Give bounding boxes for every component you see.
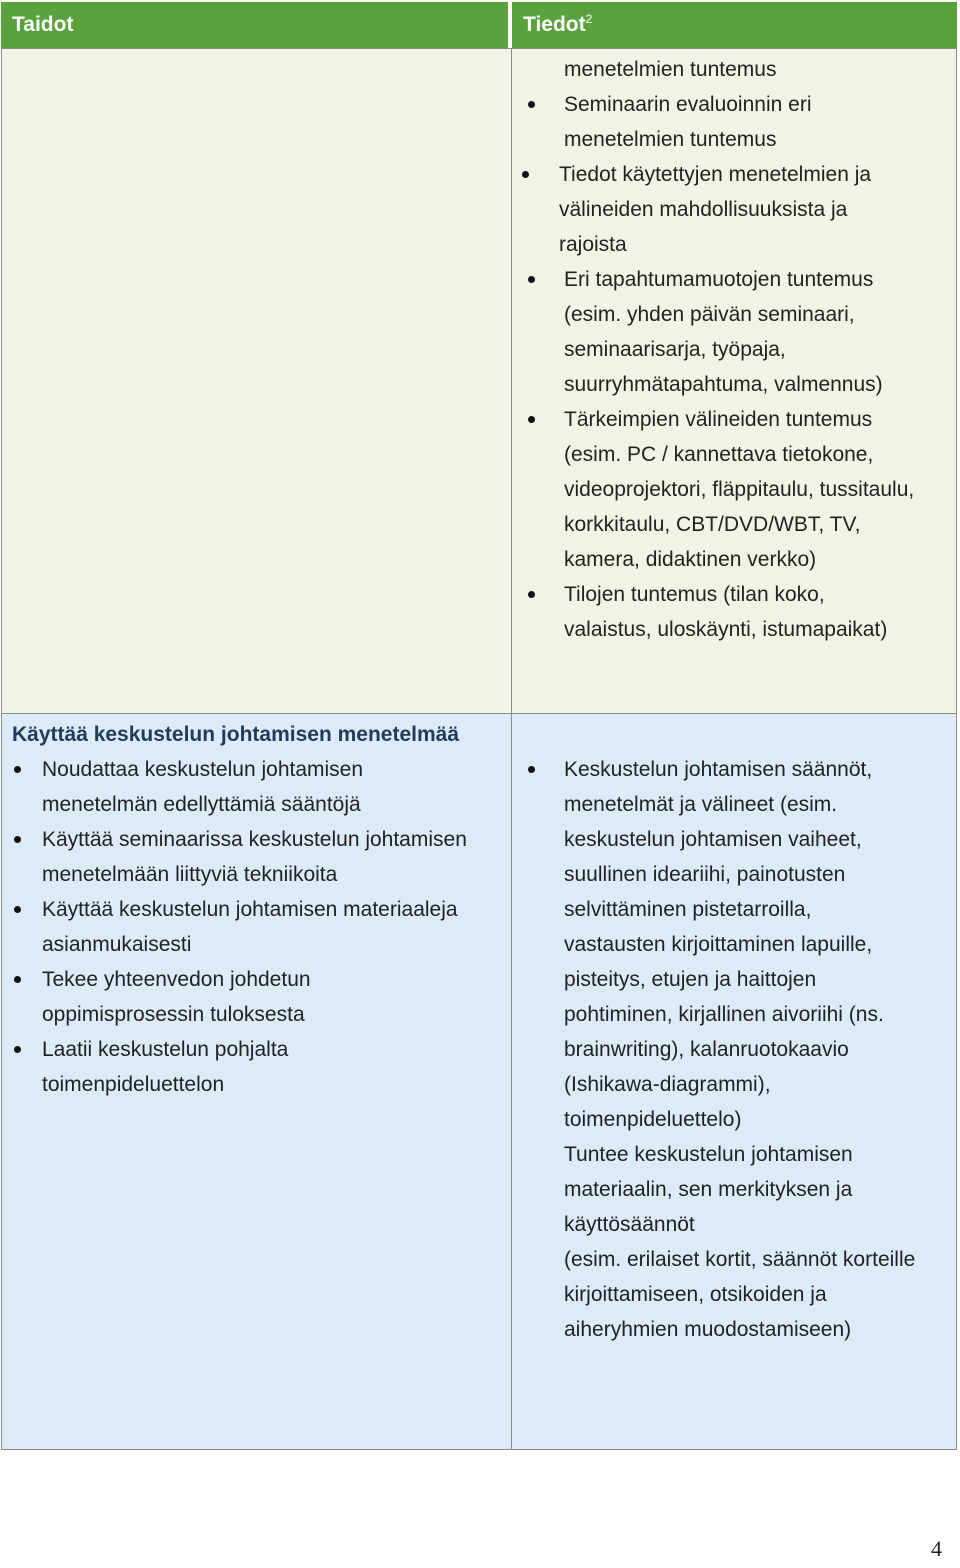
list-item-text: Keskustelun johtamisen säännöt, xyxy=(564,758,873,781)
list-item-text: (esim. yhden päivän seminaari, xyxy=(564,303,855,326)
list-item-text: aiheryhmien muodostamiseen) xyxy=(564,1318,852,1341)
list-item-text: (Ishikawa-diagrammi), xyxy=(564,1073,771,1096)
bullet-icon xyxy=(14,976,21,983)
header-knowledge xyxy=(512,2,957,48)
list-item-text: menetelmien tuntemus xyxy=(564,58,777,81)
list-item-text: rajoista xyxy=(559,233,627,256)
list-item-text: menetelmän edellyttämiä sääntöjä xyxy=(42,793,361,816)
list-item-text: vastausten kirjoittaminen lapuille, xyxy=(564,933,873,956)
list-item-text: Tärkeimpien välineiden tuntemus xyxy=(564,408,873,431)
footnote-marker: 2 xyxy=(585,12,593,26)
bullet-icon xyxy=(14,906,21,913)
list-item-text: Käyttää keskustelun johtamisen materiaaleja xyxy=(42,898,458,921)
bullet-icon xyxy=(14,1046,21,1053)
bullet-icon xyxy=(528,276,535,283)
list-item-text: selvittäminen pistetarroilla, xyxy=(564,898,812,921)
list-item-text: seminaarisarja, työpaja, xyxy=(564,338,786,361)
list-item-text: valaistus, uloskäynti, istumapaikat) xyxy=(564,618,888,641)
list-item-text: oppimisprosessin tuloksesta xyxy=(42,1003,305,1026)
list-item-text: asianmukaisesti xyxy=(42,933,192,956)
list-item-text: toimenpideluettelo) xyxy=(564,1108,742,1131)
list-item-text: pisteitys, etujen ja haittojen xyxy=(564,968,817,991)
list-item-text: välineiden mahdollisuuksista ja xyxy=(559,198,848,221)
list-item-text: kirjoittamiseen, otsikoiden ja xyxy=(564,1283,827,1306)
bullet-icon xyxy=(522,171,529,178)
bullet-icon xyxy=(528,766,535,773)
list-item-text: suullinen ideariihi, painotusten xyxy=(564,863,846,886)
list-item-text: keskustelun johtamisen vaiheet, xyxy=(564,828,862,851)
page-number: 4 xyxy=(931,1536,942,1561)
header-skills xyxy=(1,2,510,48)
list-item-text: toimenpideluettelon xyxy=(42,1073,225,1096)
bullet-icon xyxy=(14,766,21,773)
list-item-text: Noudattaa keskustelun johtamisen xyxy=(42,758,364,781)
list-item-text: suurryhmätapahtuma, valmennus) xyxy=(564,373,883,396)
list-item-text: Tiedot käytettyjen menetelmien ja xyxy=(559,163,872,186)
list-item-text: brainwriting), kalanruotokaavio xyxy=(564,1038,849,1061)
bullet-icon xyxy=(528,591,535,598)
bullet-icon xyxy=(528,416,535,423)
skill-title: Käyttää keskustelun johtamisen menetelmää xyxy=(12,723,460,746)
header-knowledge-label: Tiedot xyxy=(523,13,586,36)
list-item-text: Tuntee keskustelun johtamisen xyxy=(564,1143,853,1166)
list-item-text: Tekee yhteenvedon johdetun xyxy=(42,968,311,991)
list-item-text: Seminaarin evaluoinnin eri xyxy=(564,93,812,116)
list-item-text: videoprojektori, fläppitaulu, tussitaulu, xyxy=(564,478,915,501)
list-item-text: Laatii keskustelun pohjalta xyxy=(42,1038,289,1061)
list-item-text: menetelmään liittyviä tekniikoita xyxy=(42,863,338,886)
bullet-icon xyxy=(528,101,535,108)
bullet-icon xyxy=(14,836,21,843)
list-item-text: menetelmien tuntemus xyxy=(564,128,777,151)
list-item-text: pohtiminen, kirjallinen aivoriihi (ns. xyxy=(564,1003,884,1026)
list-item-text: (esim. erilaiset kortit, säännöt korteille xyxy=(564,1248,916,1271)
header-skills-label: Taidot xyxy=(12,13,74,36)
list-item-text: Eri tapahtumamuotojen tuntemus xyxy=(564,268,874,291)
list-item-text: kamera, didaktinen verkko) xyxy=(564,548,817,571)
list-item-text: korkkitaulu, CBT/DVD/WBT, TV, xyxy=(564,513,861,536)
list-item-text: menetelmät ja välineet (esim. xyxy=(564,793,838,816)
list-item-text: Tilojen tuntemus (tilan koko, xyxy=(564,583,825,606)
row1-skills-cell xyxy=(1,48,512,714)
list-item-text: Käyttää seminaarissa keskustelun johtamisen xyxy=(42,828,467,851)
list-item-text: käyttösäännöt xyxy=(564,1213,695,1236)
list-item-text: (esim. PC / kannettava tietokone, xyxy=(564,443,874,466)
list-item-text: materiaalin, sen merkityksen ja xyxy=(564,1178,853,1201)
